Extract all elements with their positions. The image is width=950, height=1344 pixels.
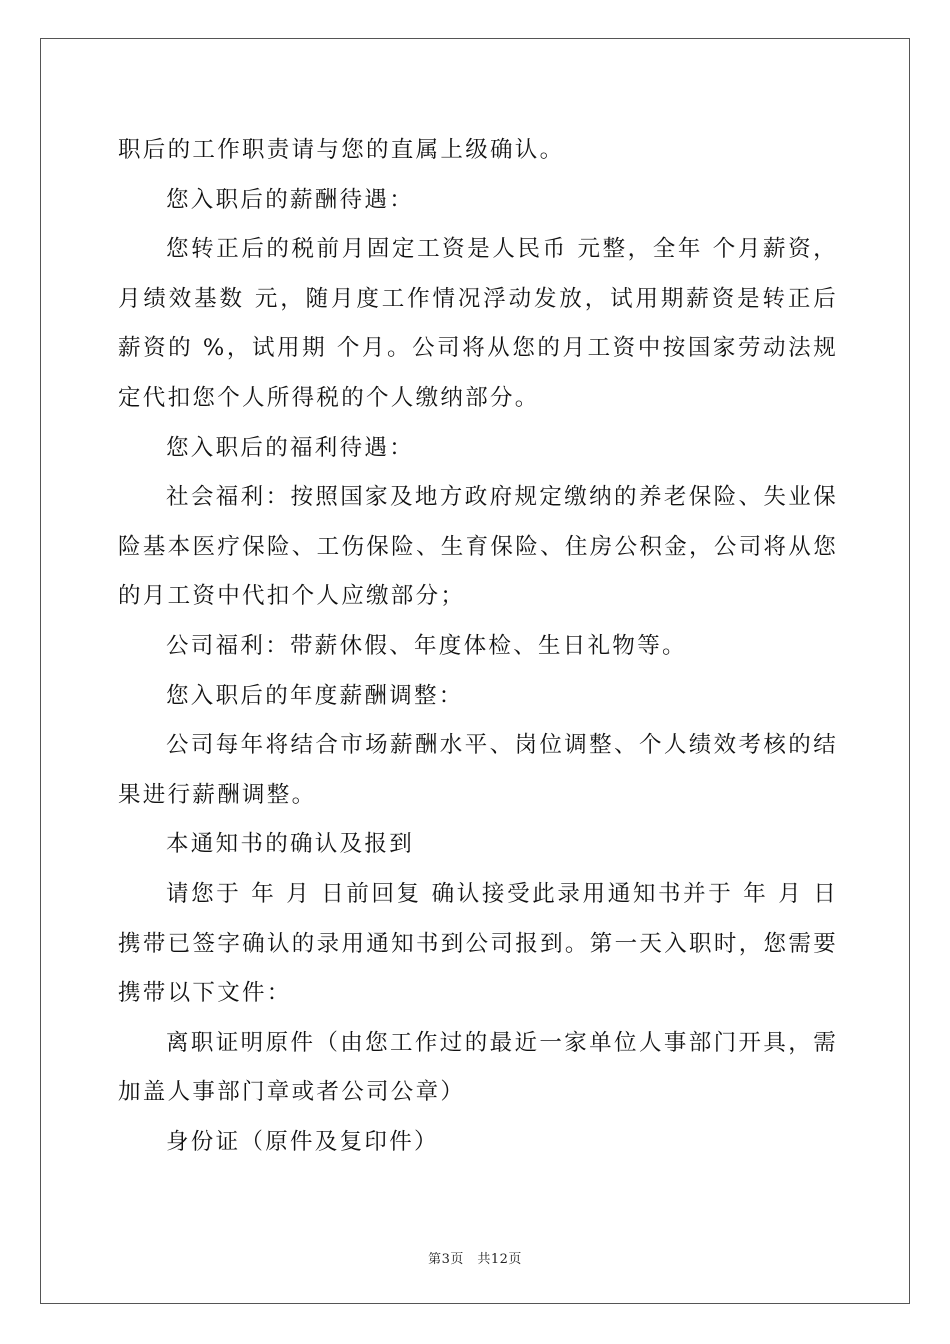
page-number: 第3页 共12页 [428,1252,522,1267]
paragraph-adjustment-details: 公司每年将结合市场薪酬水平、岗位调整、个人绩效考核的结果进行薪酬调整。 [118,732,838,808]
paragraph-id-card: 身份证（原件及复印件） [166,1128,439,1155]
paragraph-benefits-heading: 您入职后的福利待遇： [166,434,415,461]
paragraph-salary-heading: 您入职后的薪酬待遇： [166,186,415,213]
paragraph-adjustment-heading: 您入职后的年度薪酬调整： [166,682,464,709]
paragraph-salary-details: 您转正后的税前月固定工资是人民币 元整，全年 个月薪资，月绩效基数 元，随月度工作情况浮动发放，试用期薪资是转正后薪资的 %，试用期 个月。公司将从您的月工资中按国家劳动法规定代扣您个人所得税的个人缴纳部分。 [118,236,838,411]
document-body [118,126,838,1167]
paragraph-confirmation-heading: 本通知书的确认及报到 [166,831,415,858]
paragraph-resignation-certificate: 离职证明原件（由您工作过的最近一家单位人事部门开具，需加盖人事部门章或者公司公章） [118,1029,838,1106]
paragraph-social-benefits: 社会福利：按照国家及地方政府规定缴纳的养老保险、失业保险基本医疗保险、工伤保险、生育保险、住房公积金，公司将从您的月工资中代扣个人应缴部分； [118,484,838,610]
paragraph-company-benefits: 公司福利：带薪休假、年度体检、生日礼物等。 [166,632,687,659]
paragraph-job-duties: 职后的工作职责请与您的直属上级确认。 [118,137,565,163]
paragraph-reply-instructions: 请您于 年 月 日前回复 确认接受此录用通知书并于 年 月 日携带已签字确认的录用通知书到公司报到。第一天入职时，您需要携带以下文件： [118,880,838,1007]
